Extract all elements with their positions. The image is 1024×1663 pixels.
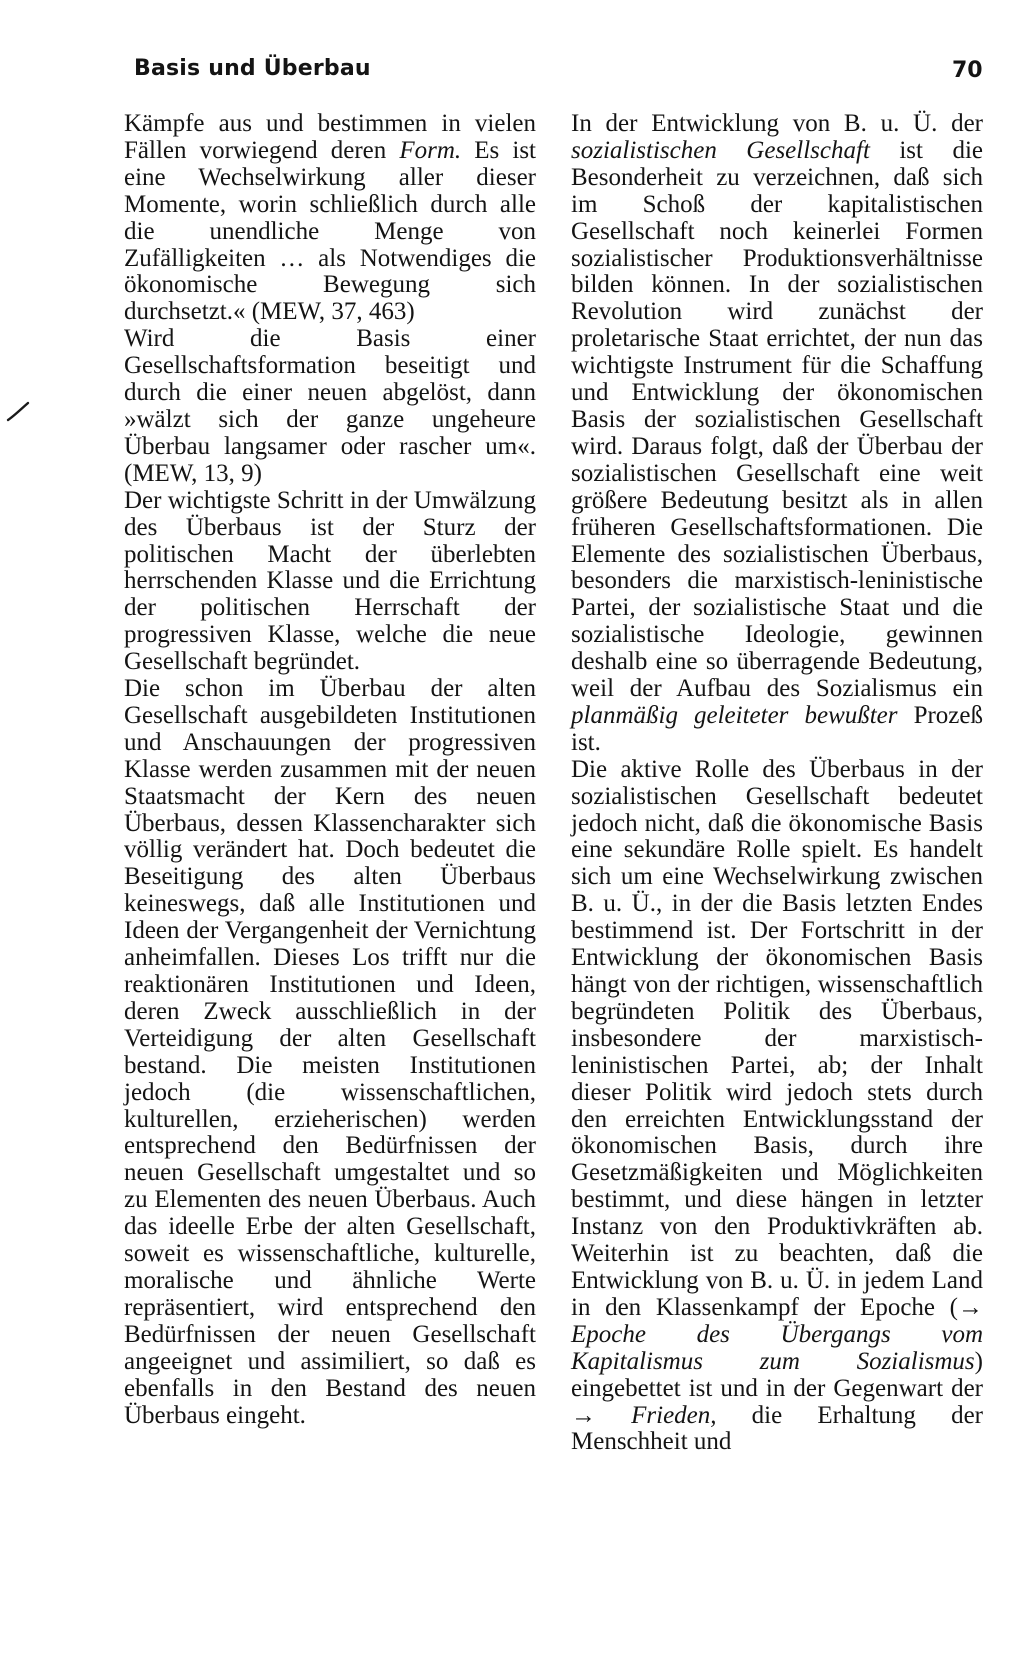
text-run: In der Entwicklung von B. u. Ü. der	[571, 110, 983, 137]
text-run: die Erhaltung der Menschheit und	[571, 1401, 983, 1456]
text-run: Kämpfe aus und bestimmen in vielen Fällen vorwiegend deren	[124, 110, 536, 164]
paragraph	[571, 757, 983, 1457]
running-head: Basis und Überbau	[134, 56, 371, 81]
cross-reference-arrow: →	[958, 1293, 983, 1321]
text-run: Es ist eine Wechselwirkung aller dieser Momente, worin schließlich durch alle die unendliche Menge von Zufälligkeiten … als Notwendiges die ökonomische Bewegung sich durchsetzt.« (MEW, 37, 463)	[124, 136, 536, 326]
text-run: Prozeß ist.	[571, 701, 983, 756]
paragraph	[571, 111, 983, 757]
paragraph	[124, 111, 536, 326]
page-number: 70	[952, 58, 983, 83]
emphasis: Form.	[399, 136, 462, 164]
paragraph: Die schon im Überbau der alten Gesellschaft ausgebildeten Institutionen und Anschauungen der progressiven Klasse werden zusammen mit der neuen Staatsmacht der Kern des neuen Überbaus, dessen Klassencharakter sich völlig verändert hat. Doch bedeutet die Beseitigung des alten Überbaus keineswegs, daß alle Institutionen und Ideen der Vergangenheit der Vernichtung anheimfallen. Dieses Los trifft nur die reaktionären Institutionen und Ideen, deren Zweck ausschließlich in der Verteidigung der alten Gesellschaft bestand. Die meisten Institutionen jedoch (die wissenschaftlichen, kulturellen, erzieherischen) werden entsprechend den Bedürfnissen der neuen Gesellschaft umgestaltet und so zu Elementen des neuen Überbaus. Auch das ideelle Erbe der alten Gesellschaft, soweit es wissenschaftliche, kulturelle, moralische und ähnliche Werte repräsentiert, wird entsprechend den Bedürfnissen der neuen Gesellschaft angeeignet und assimiliert, so daß es ebenfalls in den Bestand des neuen Überbaus eingeht.	[124, 675, 536, 1429]
right-column	[571, 111, 983, 1456]
text-run: Die aktive Rolle des Überbaus in der sozialistischen Gesellschaft bedeutet jedoch nicht, daß die ökonomische Basis eine sekundäre Rolle spielt. Es handelt sich um eine Wechselwirkung zwischen B. u. Ü., in der die Basis letzten Endes bestimmend ist. Der Fortschritt in der Entwicklung der ökonomischen Basis hängt von der richtigen, wissenschaftlich begründeten Politik des Überbaus, insbesondere der marxistisch-leninistischen Partei, ab; der Inhalt dieser Politik wird jedoch stets durch den erreichten Entwicklungsstand der ökonomischen Basis, durch ihre Gesetzmäßigkeiten und Möglichkeiten bestimmt, und diese hängen in letzter Instanz von den Produktivkräften ab. Weiterhin ist zu beachten, daß die Entwicklung von B. u. Ü. in jedem Land in den Klassenkampf der Epoche (	[571, 755, 983, 1321]
cross-reference: Frieden,	[596, 1401, 717, 1429]
emphasis: sozialistischen Gesellschaft	[571, 136, 870, 164]
cross-reference-arrow: →	[571, 1401, 596, 1429]
text-run: ist die Besonderheit zu verzeichnen, daß sich im Schoß der kapitalistischen Gesellschaft noch keinerlei Formen sozialistischer Produktionsverhältnisse bilden können. In der sozialistischen Revolution wird zunächst der proletarische Staat errichtet, der nun das wichtigste Instrument für die Schaffung und Entwicklung der ökonomischen Basis der sozialistischen Gesellschaft wird. Daraus folgt, daß der Überbau der sozialistischen Gesellschaft eine weit größere Bedeutung besitzt als in allen früheren Gesellschaftsformationen. Die Elemente des sozialistischen Überbaus, besonders die marxistisch-leninistische Partei, der sozialistische Staat und die sozialistische Ideologie, gewinnen deshalb eine so überragende Bedeutung, weil der Aufbau des Sozialismus ein	[571, 136, 983, 703]
left-column	[124, 111, 536, 1429]
paragraph: Wird die Basis einer Gesellschaftsformation beseitigt und durch die einer neuen abgelöst, dann »wälzt sich der ganze ungeheure Überbau langsamer oder rascher um«. (MEW, 13, 9)	[124, 325, 536, 487]
text-run: ) eingebettet ist und in der Gegenwart der	[571, 1347, 983, 1402]
pencil-mark-icon	[6, 400, 30, 424]
emphasis: planmäßig geleiteter bewußter	[571, 701, 898, 729]
cross-reference: Epoche des Übergangs vom Kapitalismus zum Sozialismus	[571, 1320, 983, 1375]
paragraph: Der wichtigste Schritt in der Umwälzung des Überbaus ist der Sturz der politischen Macht der überlebten herrschenden Klasse und die Errichtung der politischen Herrschaft der progressiven Klasse, welche die neue Gesellschaft begründet.	[124, 486, 536, 676]
